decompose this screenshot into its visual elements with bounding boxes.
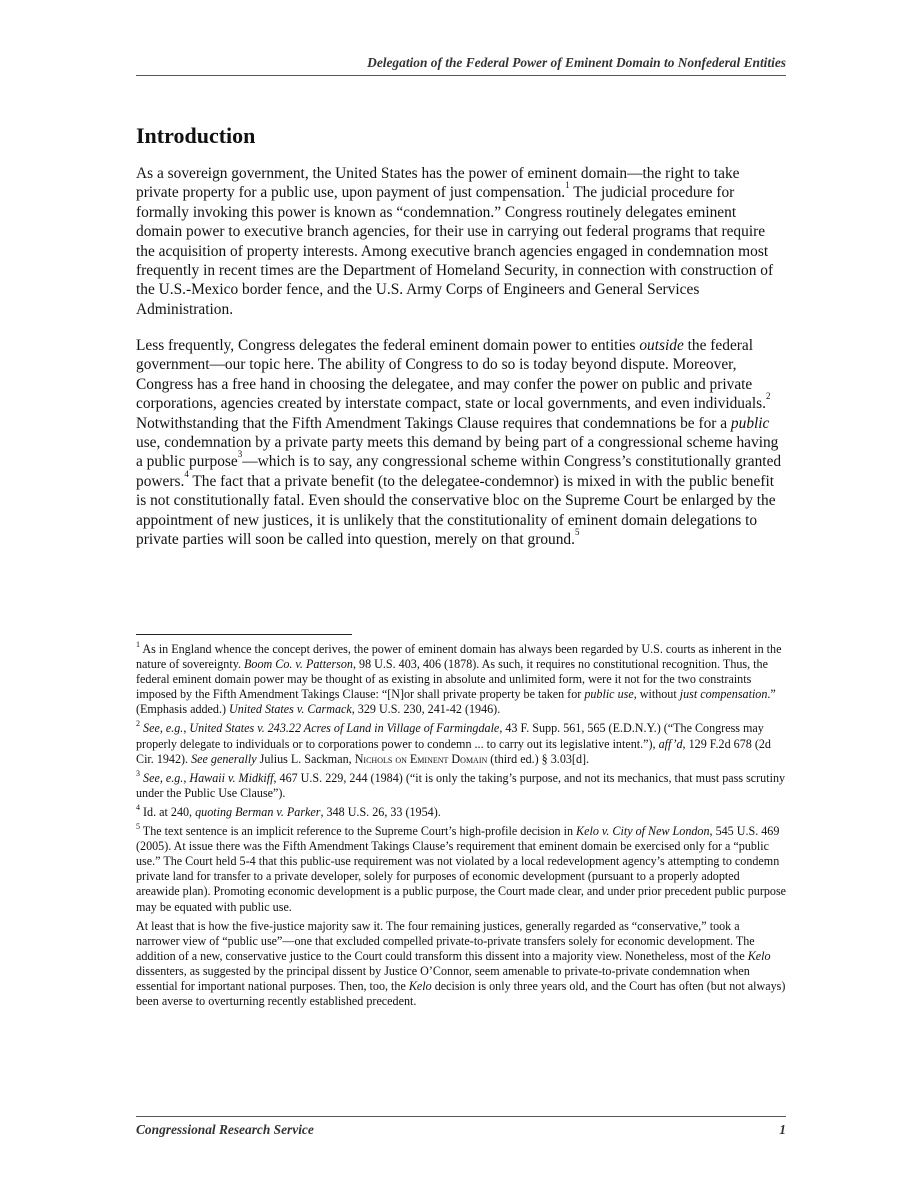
- footnote-2: [136, 721, 786, 766]
- text-run: dissenters, as suggested by the principal dissent by Justice O’Connor, seem amenable to private-to-private condemnation when essential for important national purposes. Then, too, the: [136, 963, 750, 993]
- text-run: the federal government—our topic here. The ability of Congress to do so is today beyond dispute. Moreover, Congress has a free hand in choosing the delegatee, and may confer the power on public and private corporations, agencies created by interstate compact, state or local governments, and even individuals.: [136, 337, 766, 413]
- book-title: Nichols on Eminent Domain: [354, 751, 488, 766]
- text-run: , 348 U.S. 26, 33 (1954).: [320, 804, 441, 819]
- signal-text: See generally: [191, 751, 257, 766]
- footnote-separator: [136, 634, 352, 635]
- running-header: Delegation of the Federal Power of Eminent Domain to Nonfederal Entities: [136, 55, 786, 76]
- text-run: .” (Emphasis added.): [136, 687, 776, 717]
- text-run: ,: [183, 721, 190, 736]
- footnote-3: [136, 768, 786, 801]
- footnote-ref-3[interactable]: 3: [237, 449, 243, 460]
- italic-text: public use: [584, 687, 634, 702]
- case-name: Kelo: [747, 948, 771, 963]
- text-run: ,: [183, 770, 190, 785]
- case-name: quoting Berman v. Parker: [195, 804, 321, 819]
- signal-text: See, e.g.: [143, 721, 184, 736]
- text-run: , 129 F.2d 678 (2d Cir. 1942).: [136, 736, 771, 766]
- text-run: (third ed.) § 3.03[d].: [487, 751, 590, 766]
- text-run: decision is only three years old, and the Court has often (but not always) been averse to overturning recently established precedent.: [136, 978, 786, 1009]
- footer-publisher: Congressional Research Service: [136, 1122, 314, 1137]
- text-run: use, condemnation by a private party meets this demand by being part of a congressional scheme having a public purpose: [136, 434, 779, 471]
- emphasis-text: public: [730, 414, 770, 432]
- footnote-number: 3: [136, 768, 140, 778]
- footnote-5-continued: [136, 919, 786, 1010]
- text-run: , 98 U.S. 403, 406 (1878). As such, it requires no constitutional recognition. Thus, the federal eminent domain power may be thought of as existing in absolute and unlimited form, were it not for the two constraints imposed by the Fifth Amendment Takings Clause: “[N]or shall private property be taken for: [136, 657, 768, 702]
- italic-text: just compensation: [679, 687, 768, 702]
- text-run: As a sovereign government, the United States has the power of eminent domain—the right to take private property for a public use, upon payment of just compensation.: [136, 165, 740, 202]
- footnote-4: [136, 802, 786, 820]
- footnote-number: 2: [136, 719, 140, 729]
- case-name: Hawaii v. Midkiff: [189, 770, 274, 785]
- footnote-ref-1[interactable]: 1: [565, 180, 570, 191]
- case-name: United States v. Carmack: [229, 702, 352, 717]
- text-run: , 329 U.S. 230, 241-42 (1946).: [351, 702, 501, 717]
- footnote-ref-2[interactable]: 2: [765, 391, 771, 402]
- footnote-number: 5: [136, 822, 140, 832]
- text-run: As in England whence the concept derives, the power of eminent domain has always been regarded by U.S. courts as inherent in the nature of sovereignty.: [136, 642, 782, 672]
- footnote-5: [136, 824, 786, 915]
- footnote-number: 4: [136, 802, 140, 812]
- text-run: Julius L. Sackman,: [256, 751, 355, 766]
- footnotes: [136, 642, 786, 1013]
- text-run: , without: [633, 687, 680, 702]
- running-footer: [136, 1116, 786, 1138]
- body-paragraph-2: [136, 336, 786, 549]
- signal-text: See, e.g.: [143, 770, 184, 785]
- case-name: Kelo v. City of New London: [576, 824, 710, 839]
- section-title: Introduction: [136, 123, 256, 148]
- case-name: United States v. 243.22 Acres of Land in Village of Farmingdale: [189, 721, 500, 736]
- case-name: Kelo: [408, 978, 432, 993]
- body-paragraph-1: [136, 164, 786, 319]
- text-run: , 467 U.S. 229, 244 (1984) (“it is only the taking’s purpose, and not its mechanics, that must pass scrutiny under the Public Use Clause”).: [136, 770, 786, 800]
- text-run: The judicial procedure for formally invoking this power is known as “condemnation.” Congress routinely delegates eminent domain power to executive branch agencies, for their use in carrying out federal programs that require the acquisition of property interests. Among executive branch agencies engaged in condemnation most frequently in recent times are the Department of Homeland Security, in connection with construction of the U.S.-Mexico border fence, and the U.S. Army Corps of Engineers and General Services Administration.: [136, 184, 774, 318]
- text-run: At least that is how the five-justice majority saw it. The four remaining justices, generally regarded as “conservative,” took a narrower view of “public use”—one that excluded compelled private-to-private transfers solely for economic development. The addition of a new, conservative justice to the Court could transform this dissent into a majority view. Nonetheless, most of the: [136, 918, 755, 963]
- case-name: Boom Co. v. Patterson: [244, 657, 353, 672]
- page-number: 1: [779, 1122, 786, 1137]
- text-run: The text sentence is an implicit reference to the Supreme Court’s high-profile decision in: [140, 824, 577, 839]
- italic-text: aff’d: [658, 736, 683, 751]
- footnote-1: [136, 642, 786, 717]
- text-run: Less frequently, Congress delegates the federal eminent domain power to entities: [136, 337, 640, 354]
- footnote-ref-5[interactable]: 5: [574, 527, 580, 538]
- text-run: —which is to say, any congressional scheme within Congress’s constitutionally granted powers.: [136, 453, 782, 490]
- text-run: Id. at 240,: [140, 804, 196, 819]
- footnote-ref-4[interactable]: 4: [184, 468, 189, 479]
- text-run: , 545 U.S. 469 (2005). At issue there was the Fifth Amendment Takings Clause’s requirement that eminent domain be exercised only for a “public use.” The Court held 5-4 that this public-use requirement was not violated by a local redevelopment agency’s attempting to condemn private land for transfer to a private developer, solely for purposes of economic development (pursuant to a properly adopted areawide plan). Promoting economic development is a public purpose, the Court made clear, and under prior precedent public purpose may be equated with public use.: [136, 824, 787, 914]
- text-run: The fact that a private benefit (to the delegatee-condemnor) is mixed in with the public benefit is not constitutionally fatal. Even should the conservative bloc on the Supreme Court be enlarged by the appointment of new justices, it is unlikely that the constitutionality of eminent domain delegations to private parties will soon be called into question, merely on that ground.: [136, 472, 776, 549]
- text-run: , 43 F. Supp. 561, 565 (E.D.N.Y.) (“The Congress may properly delegate to individuals or to corporations power to condemn ... to carry out its legislative intent.”),: [136, 721, 764, 751]
- footnote-number: 1: [136, 640, 140, 649]
- emphasis-text: outside: [639, 337, 684, 354]
- text-run: Notwithstanding that the Fifth Amendment Takings Clause requires that condemnations be for a: [136, 414, 731, 432]
